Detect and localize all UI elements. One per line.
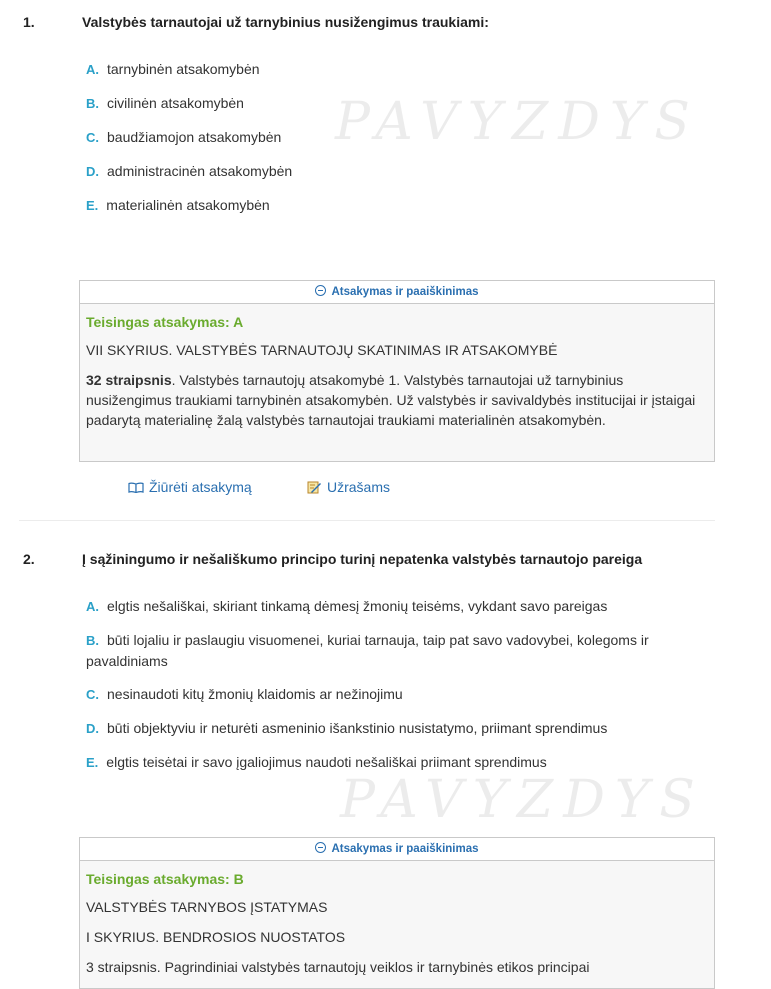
option-letter: B.	[86, 633, 99, 648]
article-text: . Valstybės tarnautojų atsakomybė 1. Valstybės tarnautojai už tarnybinius nusižengimus traukiami tarnybinėn atsakomybėn. Už valstybės ir savivaldybės institucijai ir įstaigai padarytą materialinę žalą valstybės tarnautojai traukiami materialinėn atsakomybėn.	[86, 372, 696, 428]
answer-header-label: Atsakymas ir paaiškinimas	[331, 286, 479, 298]
option-a[interactable]	[86, 596, 681, 617]
explanation-paragraph: VALSTYBĖS TARNYBOS ĮSTATYMAS	[86, 899, 328, 915]
option-letter: E.	[86, 198, 99, 213]
answer-toggle[interactable]	[80, 838, 714, 861]
option-text: būti objektyviu ir neturėti asmeninio išankstinio nusistatymo, priimant sprendimus	[107, 720, 608, 736]
answer-toggle[interactable]	[80, 281, 714, 304]
option-letter: B.	[86, 96, 99, 111]
question-number: 1.	[23, 14, 35, 30]
notepad-icon	[306, 480, 322, 494]
watermark: PAVYZDYS	[340, 770, 705, 830]
option-letter: E.	[86, 755, 99, 770]
answer-panel	[79, 280, 715, 462]
option-d[interactable]	[86, 161, 681, 182]
book-icon	[128, 482, 144, 493]
option-e[interactable]	[86, 752, 681, 773]
option-text: nesinaudoti kitų žmonių klaidomis ar nežinojimu	[107, 686, 403, 702]
question-text: Valstybės tarnautojai už tarnybinius nusižengimus traukiami:	[82, 14, 489, 30]
view-answer-label: Žiūrėti atsakymą	[149, 479, 252, 495]
option-letter: C.	[86, 687, 99, 702]
explanation-paragraph: VII SKYRIUS. VALSTYBĖS TARNAUTOJŲ SKATINIMAS IR ATSAKOMYBĖ	[86, 342, 558, 358]
collapse-icon	[315, 842, 326, 853]
option-c[interactable]	[86, 684, 681, 705]
collapse-icon	[315, 285, 326, 296]
option-letter: A.	[86, 62, 99, 77]
option-b[interactable]	[86, 630, 666, 671]
explanation-paragraph: I SKYRIUS. BENDROSIOS NUOSTATOS	[86, 929, 346, 945]
option-text: administracinėn atsakomybėn	[107, 163, 293, 179]
notes-link[interactable]	[306, 479, 390, 495]
option-letter: D.	[86, 164, 99, 179]
option-e[interactable]	[86, 195, 681, 216]
view-answer-link[interactable]	[128, 479, 252, 495]
option-text: būti lojaliu ir paslaugiu visuomenei, kuriai tarnauja, taip pat savo vadovybei, kolegoms ir pavaldiniams	[86, 632, 649, 669]
option-text: elgtis teisėtai ir savo įgaliojimus naudoti nešališkai priimant sprendimus	[106, 754, 547, 770]
option-text: materialinėn atsakomybėn	[106, 197, 270, 213]
question-number: 2.	[23, 551, 35, 567]
option-b[interactable]	[86, 93, 681, 114]
answer-header-label: Atsakymas ir paaiškinimas	[331, 843, 479, 855]
explanation-paragraph	[86, 370, 708, 430]
watermark: PAVYZDYS	[335, 92, 700, 152]
notes-label: Užrašams	[327, 479, 391, 495]
option-text: tarnybinėn atsakomybėn	[107, 61, 260, 77]
option-text: elgtis nešališkai, skiriant tinkamą dėmesį žmonių teisėms, vykdant savo pareigas	[107, 598, 608, 614]
explanation-paragraph: 3 straipsnis. Pagrindiniai valstybės tarnautojų veiklos ir tarnybinės etikos principai	[86, 959, 590, 975]
question-text: Į sąžiningumo ir nešališkumo principo turinį nepatenka valstybės tarnautojo pareiga	[82, 551, 643, 567]
option-text: civilinėn atsakomybėn	[107, 95, 244, 111]
option-a[interactable]	[86, 59, 681, 80]
option-c[interactable]	[86, 127, 681, 148]
option-letter: D.	[86, 721, 99, 736]
option-text: baudžiamojon atsakomybėn	[107, 129, 282, 145]
correct-answer: Teisingas atsakymas: B	[86, 871, 244, 887]
correct-answer: Teisingas atsakymas: A	[86, 314, 244, 330]
option-d[interactable]	[86, 718, 681, 739]
question-divider	[19, 520, 715, 521]
option-letter: A.	[86, 599, 99, 614]
option-letter: C.	[86, 130, 99, 145]
answer-panel	[79, 837, 715, 989]
article-title: 32 straipsnis	[86, 372, 172, 388]
